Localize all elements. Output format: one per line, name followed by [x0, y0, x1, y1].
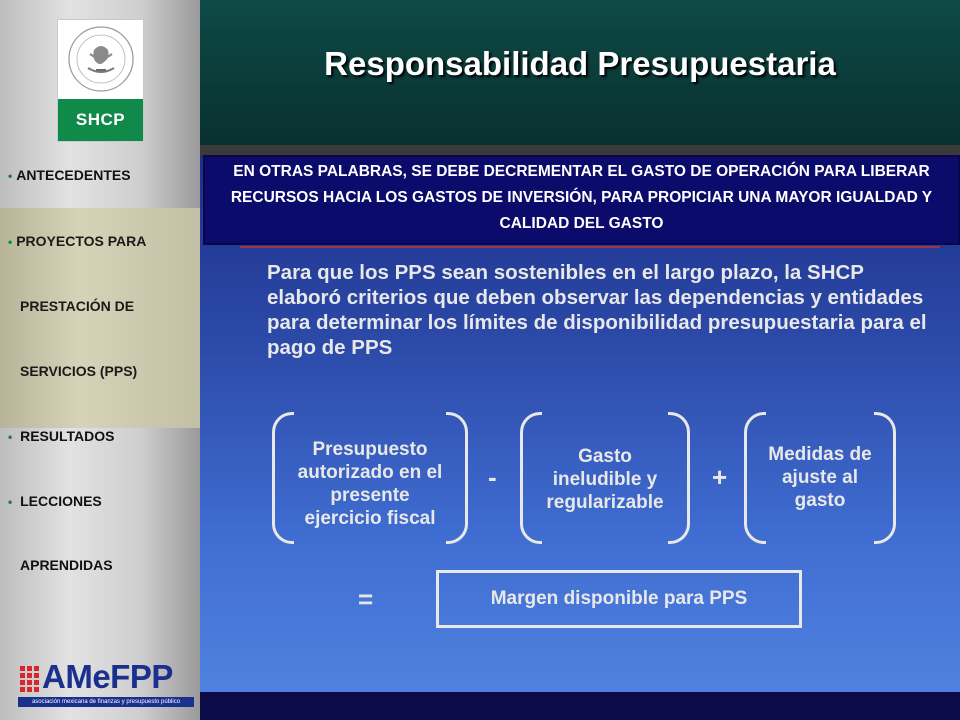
term-line: autorizado en el	[297, 462, 443, 483]
term-line: Medidas de	[768, 444, 872, 465]
term-line: gasto	[794, 490, 846, 511]
bullet-icon: •	[8, 235, 13, 249]
term-line: ejercicio fiscal	[304, 508, 436, 529]
callout-box: EN OTRAS PALABRAS, SE DEBE DECREMENTAR EL GASTO DE OPERACIÓN PARA LIBERAR RECURSOS HACIA LOS GASTOS DE INVERSIÓN, PARA PROPICIAR UNA MAYOR IGUALDAD Y CALIDAD DEL GASTO	[203, 155, 960, 245]
slide-header	[200, 0, 960, 148]
amefpp-tagline: asociación mexicana de finanzas y presupuesto público	[18, 697, 194, 707]
amefpp-logo	[18, 660, 194, 710]
sidebar-item-label: SERVICIOS (PPS)	[20, 363, 138, 379]
header-divider	[200, 145, 960, 155]
sidebar-item-label: APRENDIDAS	[20, 557, 113, 573]
sidebar-item-pps-line-2[interactable]	[20, 298, 134, 314]
sidebar-item-pps-line-3[interactable]	[20, 363, 137, 379]
bullet-icon: •	[8, 430, 13, 444]
shcp-logo-text: SHCP	[58, 99, 143, 141]
callout-underline	[240, 246, 940, 248]
shcp-logo	[57, 19, 144, 142]
sidebar-item-resultados[interactable]	[8, 428, 114, 444]
term-line: Gasto	[578, 446, 632, 467]
sidebar-item-antecedentes[interactable]	[8, 167, 131, 183]
sidebar-item-label: RESULTADOS	[20, 428, 115, 444]
term-line: ineludible y	[552, 469, 658, 490]
term-line: regularizable	[546, 492, 664, 513]
term-line: presente	[330, 485, 410, 506]
amefpp-logo-text: AMeFPP	[42, 658, 173, 695]
sidebar-item-lecciones[interactable]	[8, 493, 102, 509]
term-line: Presupuesto	[312, 439, 428, 460]
sidebar-item-pps[interactable]	[8, 233, 146, 249]
bullet-icon: •	[8, 169, 13, 183]
sidebar-item-label: PRESTACIÓN DE	[20, 298, 135, 314]
sidebar-item-label: PROYECTOS PARA	[16, 233, 147, 249]
equals-operator: =	[358, 584, 374, 614]
sidebar-item-label: ANTECEDENTES	[16, 167, 131, 183]
formula-result: Margen disponible para PPS	[436, 570, 802, 628]
sidebar-item-label: LECCIONES	[20, 493, 102, 509]
minus-operator: -	[488, 462, 497, 492]
sidebar-item-lecciones-line-2[interactable]	[20, 557, 113, 573]
formula-term-gasto	[520, 412, 690, 544]
term-line: ajuste al	[781, 467, 859, 488]
formula-term-medidas	[744, 412, 896, 544]
slide-title: Responsabilidad Presupuestaria	[324, 45, 836, 82]
bullet-icon: •	[8, 495, 13, 509]
mexico-seal-icon	[66, 24, 136, 94]
intro-paragraph: Para que los PPS sean sostenibles en el largo plazo, la SHCP elaboró criterios que deben observar las dependencias y entidades para determinar los límites de disponibilidad presupuestaria para el pago de PPS	[267, 261, 927, 359]
amefpp-dots-icon	[18, 664, 42, 696]
footer-bar	[200, 692, 960, 720]
formula-term-presupuesto	[272, 412, 468, 544]
sidebar	[0, 0, 200, 720]
plus-operator: +	[712, 462, 728, 492]
